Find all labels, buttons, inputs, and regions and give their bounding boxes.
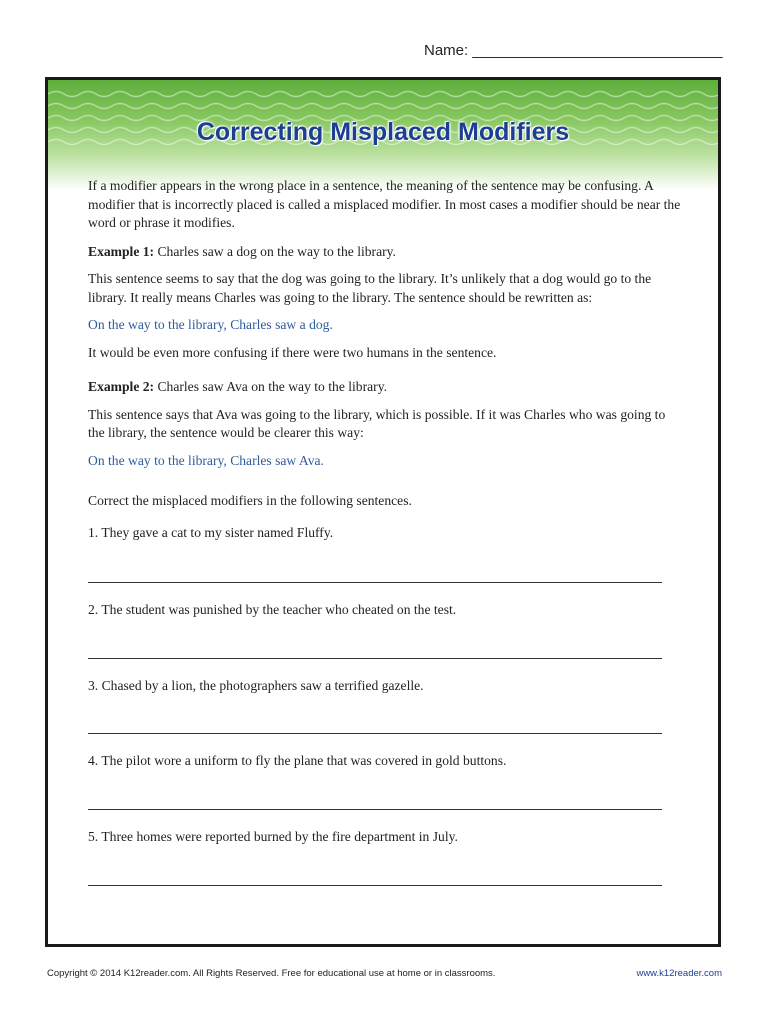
worksheet-title: Correcting Misplaced Modifiers <box>196 118 570 146</box>
example-2 <box>88 378 683 397</box>
name-field-label[interactable]: Name: ______________________________ <box>424 42 723 59</box>
question-1: 1. They gave a cat to my sister named Fluffy. <box>88 524 334 540</box>
example-1-corrected: On the way to the library, Charles saw a dog. <box>88 317 333 332</box>
worksheet-content <box>88 177 683 542</box>
answer-line-3[interactable] <box>88 733 662 734</box>
header-banner <box>48 80 718 190</box>
example-2-corrected: On the way to the library, Charles saw Ava. <box>88 452 324 468</box>
example-1-sentence: Charles saw a dog on the way to the library. <box>157 243 396 259</box>
example-1-note: It would be even more confusing if there were two humans in the sentence. <box>88 344 497 360</box>
question-2: 2. The student was punished by the teacher who cheated on the test. <box>88 602 457 617</box>
example-2-sentence: Charles saw Ava on the way to the library. <box>157 379 388 394</box>
answer-line-4[interactable] <box>88 809 662 810</box>
example-2-label: Example 2: <box>88 379 155 394</box>
intro-paragraph: If a modifier appears in the wrong place in a sentence, the meaning of the sentence may be confusing. A modifier that is incorrectly placed is called a misplaced modifier. In most cases a modifier should be near the word or phrase it modifies. <box>88 178 681 230</box>
example-1 <box>88 243 683 262</box>
instructions: Correct the misplaced modifiers in the following sentences. <box>88 493 412 508</box>
answer-line-2[interactable] <box>88 658 662 659</box>
question-4: 4. The pilot wore a uniform to fly the plane that was covered in gold buttons. <box>88 753 507 768</box>
answer-line-1[interactable] <box>88 582 662 583</box>
example-2-explanation: This sentence says that Ava was going to the library, which is possible. If it was Charles who was going to the library, the sentence would be clearer this way: <box>88 406 666 440</box>
example-1-explanation: This sentence seems to say that the dog was going to the library. It’s unlikely that a dog would go to the library. It really means Charles was going to the library. The sentence should be rewritten as: <box>88 271 652 305</box>
website-link[interactable]: www.k12reader.com <box>636 968 722 979</box>
copyright-notice: Copyright © 2014 K12reader.com. All Rights Reserved. Free for educational use at home or in classrooms. <box>47 968 496 979</box>
question-3: 3. Chased by a lion, the photographers saw a terrified gazelle. <box>88 678 424 693</box>
answer-line-5[interactable] <box>88 885 662 886</box>
worksheet-frame <box>45 77 721 947</box>
question-5: 5. Three homes were reported burned by the fire department in July. <box>88 829 458 844</box>
example-1-label: Example 1: <box>88 243 155 259</box>
